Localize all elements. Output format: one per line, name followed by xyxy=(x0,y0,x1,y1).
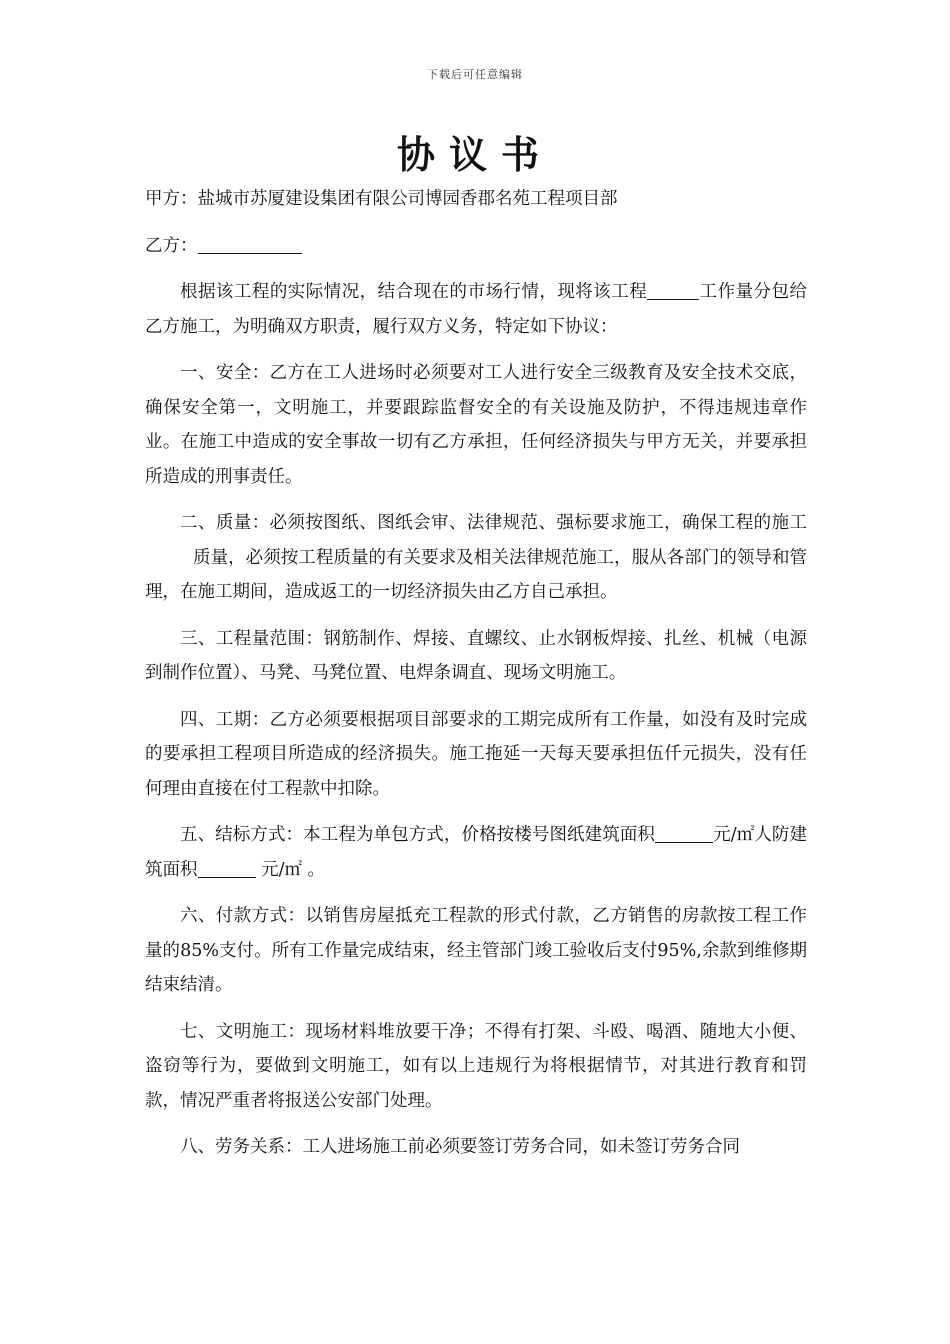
intro-paragraph xyxy=(145,275,807,344)
clause-pricing-unit-1: 元/㎡ xyxy=(713,825,755,845)
civil-defense-price-blank[interactable] xyxy=(198,857,256,877)
clause-pricing-text-2: 人防建筑面积 xyxy=(145,825,807,880)
clause-payment: 六、付款方式：以销售房屋抵充工程款的形式付款，乙方销售的房款按工程工作量的85%支付。所有工作量完成结束，经主管部门竣工验收后支付95%,余款到维修期结束结清。 xyxy=(145,906,807,995)
header-note: 下载后可任意编辑 xyxy=(427,68,523,81)
work-item-blank[interactable] xyxy=(647,280,699,300)
clause-quality xyxy=(145,506,807,610)
document-title: 协议书 xyxy=(396,132,553,177)
intro-text-1: 根据该工程的实际情况，结合现在的市场行情，现将该工程 xyxy=(180,282,648,302)
clause-pricing-text-1: 五、结标方式：本工程为单包方式，价格按楼号图纸建筑面积 xyxy=(180,825,656,845)
clause-quality-text-2: 质量，必须按工程质量的有关要求及相关法律规范施工，服从各部门的领导和管理，在施工期间，造成返工的一切经济损失由乙方自己承担。 xyxy=(145,547,807,602)
party-a: 甲方：盐城市苏厦建设集团有限公司博园香郡名苑工程项目部 xyxy=(145,189,618,209)
clause-safety: 一、安全：乙方在工人进场时必须要对工人进行安全三级教育及安全技术交底，确保安全第一，文明施工，并要跟踪监督安全的有关设施及防护，不得违规违章作业。在施工中造成的安全事故一切有乙方承担，任何经济损失与甲方无关，并要承担所造成的刑事责任。 xyxy=(145,363,807,487)
party-b xyxy=(145,229,807,264)
clause-civilized-construction: 七、文明施工：现场材料堆放要干净；不得有打架、斗殴、喝酒、随地大小便、盗窃等行为，要做到文明施工，如有以上违规行为将根据情节，对其进行教育和罚款，情况严重者将报送公安部门处理。 xyxy=(145,1021,807,1111)
building-area-price-blank[interactable] xyxy=(655,823,713,843)
document-body xyxy=(145,182,807,1177)
party-b-label: 乙方： xyxy=(145,235,198,256)
clause-labor-relations: 八、劳务关系：工人进场施工前必须要签订劳务合同，如未签订劳务合同 xyxy=(180,1137,740,1157)
clause-schedule: 四、工期：乙方必须要根据项目部要求的工期完成所有工作量，如没有及时完成的要承担工程项目所造成的经济损失。施工拖延一天每天要承担伍仟元损失，没有任何理由直接在付工程款中扣除。 xyxy=(145,709,807,799)
clause-scope: 三、工程量范围：钢筋制作、焊接、直螺纹、止水钢板焊接、扎丝、机械（电源到制作位置）、马凳、马凳位置、电焊条调直、现场文明施工。 xyxy=(145,628,807,683)
clause-quality-text-1: 二、质量：必须按图纸、图纸会审、法律规范、强标要求施工，确保工程的施工 xyxy=(180,513,807,533)
clause-pricing-unit-2: 元/㎡ 。 xyxy=(255,859,326,880)
clause-pricing xyxy=(145,818,807,887)
party-b-blank[interactable] xyxy=(198,233,302,253)
intro-text-2: 工作量分包给乙方施工，为明确双方职责，履行双方义务，特定如下协议： xyxy=(145,282,807,337)
